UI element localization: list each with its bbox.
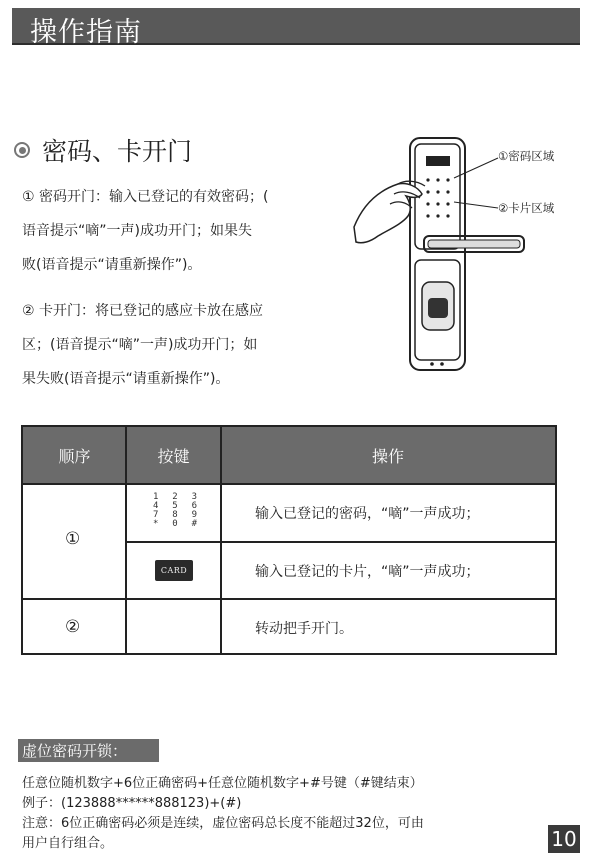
header-bar — [12, 8, 580, 48]
card-icon: CARD — [155, 560, 193, 581]
header-operation: 操作 — [221, 427, 555, 483]
text-line: ② 卡开门：将已登记的感应卡放在感应 — [22, 303, 263, 319]
header-order: 顺序 — [23, 427, 126, 483]
key: 7 — [153, 510, 159, 520]
key: 6 — [191, 501, 197, 511]
password-instruction — [22, 180, 332, 282]
text-line: 败(语音提示“请重新操作”)。 — [22, 257, 202, 273]
divider — [125, 427, 127, 653]
operation-password: 输入已登记的密码，“嘀”一声成功； — [255, 506, 480, 522]
text-line: 果失败(语音提示“请重新操作”)。 — [22, 371, 230, 387]
step-number: ① — [65, 529, 81, 549]
key: 3 — [191, 492, 197, 502]
text-line: 语音提示“嘀”一声)成功开门；如果失 — [22, 223, 252, 239]
text-line: 任意位随机数字+6位正确密码+任意位随机数字+#号键（#键结束） — [22, 776, 423, 791]
key: 0 — [172, 519, 178, 529]
key: 1 — [153, 492, 159, 502]
key: 9 — [191, 510, 197, 520]
key: 4 — [153, 501, 159, 511]
door-lock-illustration — [350, 132, 590, 382]
operation-table — [21, 425, 557, 655]
key: 5 — [172, 501, 178, 511]
virtual-password-heading: 虚位密码开锁： — [18, 739, 159, 762]
step-number: ② — [65, 617, 81, 637]
text-line: 例子：(123888******888123)+(#) — [22, 796, 242, 811]
keypad-icon — [153, 493, 197, 529]
section-heading — [14, 132, 192, 168]
door-lock-icon — [350, 132, 590, 382]
card-instruction — [22, 294, 332, 396]
divider — [220, 427, 222, 653]
text-line: 注意：6位正确密码必须是连续，虚位密码总长度不能超过32位，可由 — [22, 816, 424, 831]
page-title: 操作指南 — [30, 17, 142, 48]
operation-turn-handle: 转动把手开门。 — [255, 621, 353, 637]
divider — [23, 483, 555, 485]
page-number: 10 — [548, 825, 580, 853]
header-key: 按键 — [126, 427, 221, 483]
virtual-password-description — [22, 774, 424, 854]
password-area-callout: ①密码区域 — [498, 149, 555, 163]
text-line: 用户自行组合。 — [22, 836, 114, 851]
key: # — [191, 519, 197, 529]
section-title-text: 密码、卡开门 — [42, 137, 193, 166]
key: 2 — [172, 492, 178, 502]
card-area-callout: ②卡片区域 — [498, 201, 555, 215]
divider — [126, 541, 555, 543]
key: * — [153, 519, 159, 529]
bullet-circle-icon — [14, 142, 30, 158]
key: 8 — [172, 510, 178, 520]
text-line: ① 密码开门：输入已登记的有效密码；( — [22, 189, 269, 205]
divider — [23, 598, 555, 600]
text-line: 区；(语音提示“嘀”一声)成功开门；如 — [22, 337, 258, 353]
operation-card: 输入已登记的卡片，“嘀”一声成功； — [255, 564, 480, 580]
